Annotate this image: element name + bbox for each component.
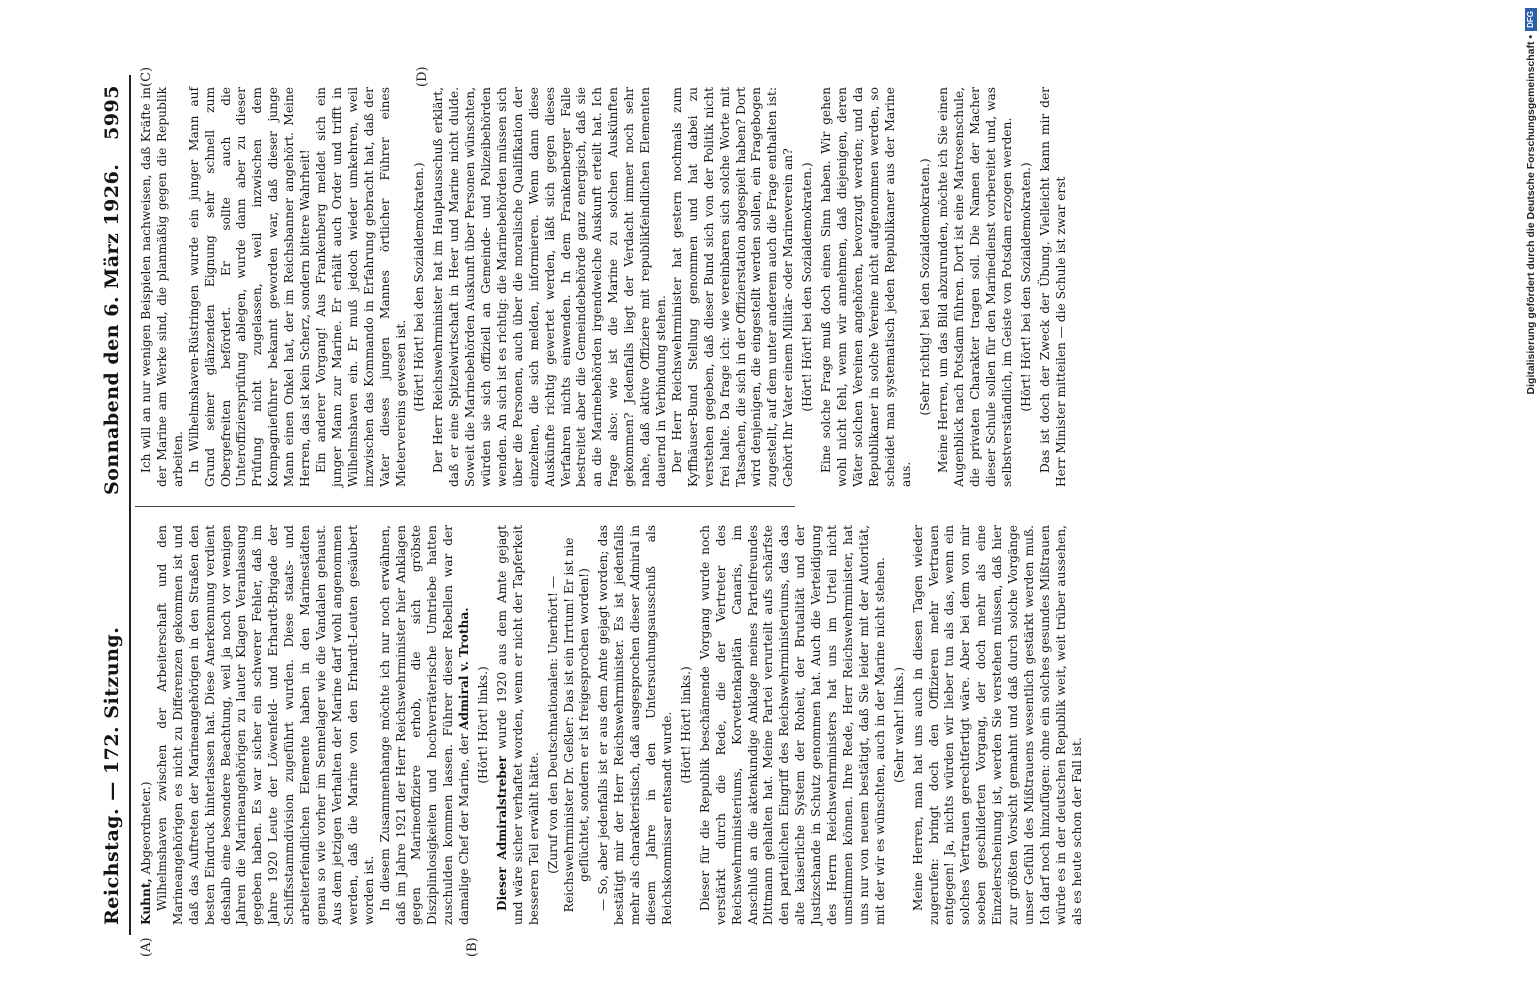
interjection [800, 87, 816, 487]
margin-letter-b: (B) [465, 937, 480, 957]
paragraph [378, 525, 473, 925]
running-head [95, 75, 131, 935]
paragraph-text: wurde 1920 aus dem Amte gejagt und wäre sicher verhaftet worden, wenn er nicht der Tapferkeit besseren Teil erwählt hätte. [494, 525, 541, 925]
paragraph-text: Eine solche Frage muß doch einen Sinn haben. Wir gehen wohl nicht fehl, wenn wir annehmen, daß diejenigen, deren Väter solchen Vereinen angehören, bevorzugt werden; und da Republikaner in solche Vereine nicht aufgenommen werden, so scheidet man systematisch jeden Republikaner aus der Marine aus. [819, 87, 913, 487]
paragraph [431, 87, 670, 487]
paragraph-text: Ich will an nur wenigen Beispielen nachweisen, daß Kräfte in der Marine am Werke sind, die planmäßig gegen die Republik arbeiten. [139, 87, 185, 487]
interjection [476, 525, 492, 925]
paragraph [1038, 87, 1070, 487]
scanned-page-sheet [101, 0, 1537, 1000]
header-left: Reichstag. — 172. Sitzung. [101, 626, 123, 925]
bold-lead: Kuhnt, [139, 878, 153, 925]
paragraph [670, 87, 797, 487]
paragraph [495, 525, 543, 925]
side-note-label: Digitalisierung gefördert durch die Deutsche Forschungsgemeinschaft • [1525, 34, 1537, 395]
bold-lead: Dieser Admiralstreber [494, 755, 509, 911]
side-note [1523, 8, 1537, 708]
paragraph [596, 525, 676, 925]
paragraph-text: In diesem Zusammenhange möchte ich nur noch erwähnen, daß im Jahre 1921 der Herr Reichswehrminister hier Anklagen gegen Marineoffiziere erhob, die sich gröbste Disziplinlosigkeiten und hochverräterische Umtriebe hatten zuschulden kommen lassen. Führer dieser Rebellen war der damalige Chef der Marine, der [377, 525, 472, 925]
interjection [1019, 87, 1035, 487]
interjection [892, 525, 908, 925]
paragraph [936, 87, 1016, 487]
paragraph [698, 525, 889, 925]
rotated-page [95, 66, 1084, 957]
paragraph-text: (Hört! Hört! bei den Sozialdemokraten.) [800, 162, 815, 412]
margin-letter-a: (A) [139, 937, 154, 957]
paragraph-text: (Sehr richtig! bei den Sozialdemokraten.) [917, 158, 932, 416]
paragraph [155, 525, 378, 925]
dfg-logo: DFG [1525, 8, 1537, 31]
interjection [412, 87, 428, 487]
paragraph-text: Meine Herren, man hat uns auch in diesen Tagen wieder zugerufen: bringt doch den Offizieren mehr Vertrauen entgegen! Ja, nichts würden wir lieber tun als das, wenn ein solches Vertrauen gerechtfertigt wäre. Aber bei dem von mir soeben geschilderten Vorgang, der doch mehr als eine Einzelerscheinung ist, werden Sie verstehen müssen, daß hier zur größten Vorsicht gemahnt und daß durch solche Vorgänge unser Gefühl des Mißtrauens wesentlich gestärkt werden muß. Ich darf noch hinzufügen: ohne ein solches gesundes Mißtrauen würde es in der deutschen Republik weit, weit trüber aussehen, als es heute schon der Fall ist. [910, 525, 1084, 925]
side-note-text [1524, 8, 1538, 708]
bold-name: Admiral v. Trotha. [457, 607, 472, 730]
paragraph-text: Dieser für die Republik beschämende Vorgang wurde noch verstärkt durch die Rede, die der Vertreter des Reichswehrministeriums, Korvettenkapitän Canaris, im Anschluß an die aktenkundige Anklage meines Parteifreundes Dittmann gehalten hat. Meine Partei verurteilt aufs schärfste den parteilichen Eingriff des Reichswehrministeriums, das das alte kaiserliche System der Roheit, der Brutalität und der Justizschande in Schutz genommen hat. Auch die Verteidigung des Herrn Reichswehrministers hat uns im Urteil nicht umstimmen können. Ihre Rede, Herr Reichswehrminister, hat uns nur von neuem bestätigt, daß Sie leider mit der Autorität, mit der wir es wünschten, auch in der Marine nicht stehen. [697, 525, 887, 925]
interjection [679, 525, 695, 925]
paragraph-text: In Wilhelmshaven-Rüstringen wurde ein junger Mann auf Grund seiner glänzenden Eignung sehr schnell zum Obergefreiten befördert. Er sollte auch die Unteroffiziersprüfung ablegen, wurde dann aber zu dieser Prüfung nicht zugelassen, weil inzwischen dem Kompagnieführer bekannt geworden war, daß dieser junge Mann einen Onkel hat, der im Reichsbanner angehört. Meine Herren, das ist kein Scherz, sondern bittere Wahrheit! [186, 87, 313, 487]
paragraph-text: (Hört! Hört! links.) [678, 666, 693, 784]
paragraph-text: (Hört! Hört! links.) [476, 666, 491, 784]
right-column [139, 87, 1070, 487]
paragraph-text: Wilhelmshaven zwischen der Arbeiterschaft und den Marineangehörigen es nicht zu Differenzen gekommen ist und daß das Auftreten der Marineangehörigen in den Straßen den besten Eindruck hinterlassen hat. Diese Anerkennung verdient deshalb eine besondere Beachtung, weil ja noch vor wenigen Jahren die Marineangehörigen zu lauter Klagen Veranlassung gegeben haben. Es war sicher ein schwerer Fehler, daß im Jahre 1920 Leute der Löwenfeld- und Erhardt-Brigade der Schiffsstammdivision zugeführt wurden. Diese staats- und arbeiterfeindlichen Elemente haben in den Marinestädten genau so wie vorher im Sennelager wie die Vandalen gehaust. Aus dem jetzigen Verhalten der Marine darf wohl angenommen werden, daß die Marine von den Erhardt-Leuten gesäubert worden ist. [154, 525, 376, 925]
paragraph-text: Meine Herren, um das Bild abzurunden, möchte ich Sie einen Augenblick nach Potsdam führen. Dort ist eine Matrosenschule, die privaten Charakter tragen soll. Die Namen der Macher dieser Schule sollen für den Marinedienst vorbereitet und, was selbstverständlich, im Geiste von Potsdam erzogen werden. [936, 87, 1015, 487]
paragraph [314, 87, 409, 487]
paragraph [911, 525, 1086, 925]
paragraph-text: Ein anderer Vorgang! Aus Frankenberg meldet sich ein junger Mann zur Marine. Er erhält auch Order und trifft in Wilhelmshaven ein. Er muß jedoch wieder umkehren, weil inzwischen das Kommando in Erfahrung gebracht hat, daß der Vater dieses jungen Mannes örtlicher Führer eines Mietervereins gewesen ist. [313, 87, 408, 487]
page-number: 5995 [101, 85, 123, 140]
paragraph-text: (Zuruf von den Deutschnationalen: Unerhört! — Reichswehrminister Dr. Geßler: Das ist ein Irrtum! Er ist nie geflüchtet, sondern er ist freigesprochen worden!) [545, 537, 592, 913]
column-divider [135, 506, 795, 507]
interjection [918, 87, 934, 487]
paragraph-text: (Hört! Hört! bei den Sozialdemokraten.) [1018, 162, 1033, 412]
paragraph [819, 87, 914, 487]
paragraph [187, 87, 314, 487]
margin-letter-d: (D) [415, 66, 430, 87]
paragraph-text: — So, aber jedenfalls ist er aus dem Amte gejagt worden; das bestätigt mir der Herr Reichswehrminister. Es ist jedenfalls mehr als charakteristisch, daß ausgesprochen dieser Admiral in diesem Jahre in den Untersuchungsausschuß als Reichskommissar entsandt wurde. [596, 525, 674, 925]
paragraph-text: Abgeordneter.) [139, 781, 153, 879]
paragraph-text: (Sehr wahr! links.) [891, 667, 906, 783]
speaker-line [139, 525, 155, 925]
paragraph-text: (Hört! Hört! bei den Sozialdemokraten.) [412, 162, 427, 412]
paragraph-text: Das ist doch der Zweck der Übung. Vielleicht kann mir der Herr Minister mitteilen — die Schule ist zwar erst [1037, 87, 1068, 487]
paragraph-text: Der Herr Reichswehrminister hat im Hauptausschuß erklärt, daß er eine Spitzelwirtschaft in Heer und Marine nicht dulde. Soweit die Marinebehörden Auskunft über Personen wünschten, würden sie sich offiziell an Gemeinde- und Polizeibehörden wenden. An sich ist es richtig: die Marinebehörden müssen sich über die Personen, auch über die moralische Qualifikation der einzelnen, die sich melden, informieren. Wenn dann diese Auskünfte richtig gewertet werden, läßt sich gegen dieses Verfahren nichts einwenden. In dem Frankenberger Falle bestreitet aber die Gemeindebehörde ganz energisch, daß sie an die Marinebehörden irgendwelche Auskunft erteilt hat. Ich frage also: wie ist die Marine zu solchen Auskünften gekommen? Jedenfalls liegt der Verdacht immer noch sehr nahe, daß aktive Offiziere mit republikfeindlichen Elementen dauernd in Verbindung stehen. [431, 87, 668, 487]
interjection [546, 525, 594, 925]
header-date: Sonnabend den 6. März 1926. [101, 163, 123, 495]
left-column [139, 525, 1086, 925]
paragraph [139, 87, 187, 487]
paragraph-text: Der Herr Reichswehrminister hat gestern nochmals zum Kyffhäuser-Bund Stellung genommen und hat dabei zu verstehen gegeben, daß dieser Bund sich von der Politik nicht frei halte. Da frage ich: wie vereinbaren sich solche Worte mit Tatsachen, die sich in der Offizierstation abgespielt haben? Dort wird denjenigen, die eingestellt werden sollen, ein Fragebogen zugestellt, auf dem unter anderem auch die Frage enthalten ist: Gehört Ihr Vater einem Militär- oder Marineverein an? [669, 87, 796, 487]
margin-letter-c: (C) [139, 66, 154, 87]
